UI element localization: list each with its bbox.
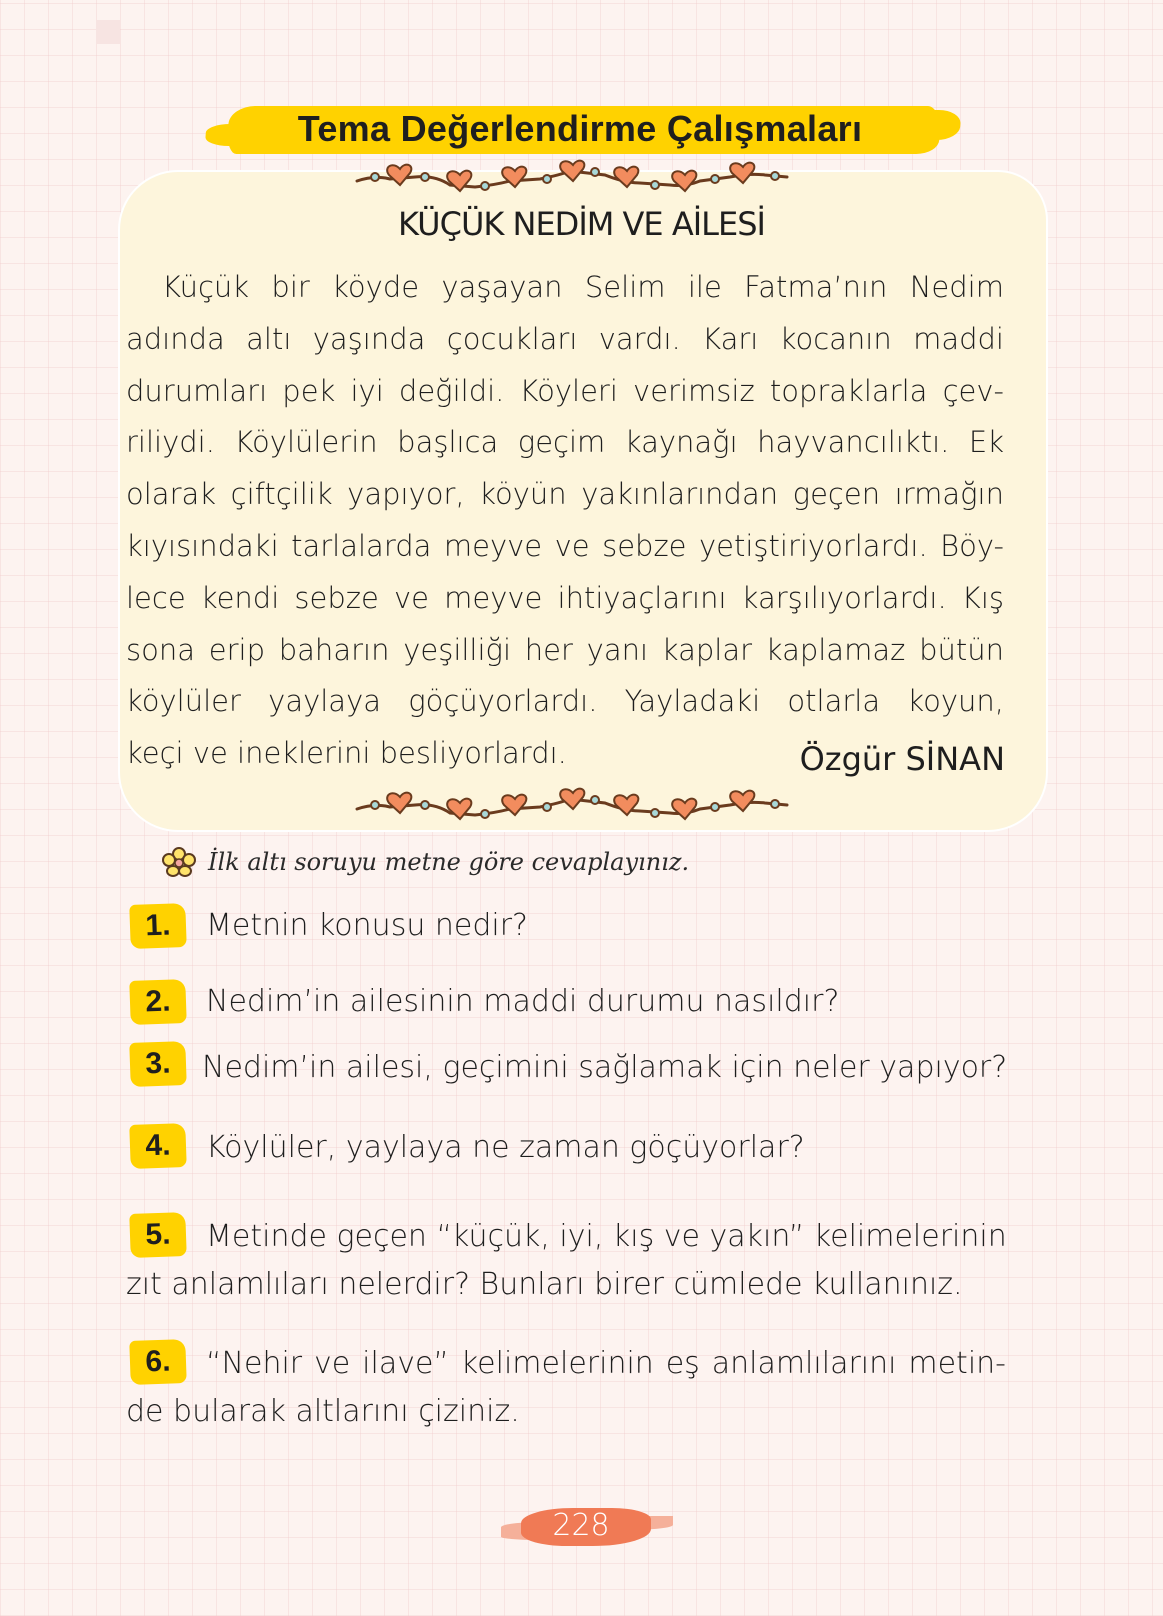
story-author: Özgür SİNAN [799,740,1005,778]
story-line: olarak çiftçilik yapıyor, köyün yakınlarından geçen ırmağın [126,477,1004,512]
question-2 [126,978,1006,1028]
question-text-line: zıt anlamlıları nelerdir? Bunları birer cümlede kullanınız. [126,1267,963,1302]
page-number: 228 [552,1508,610,1543]
question-text-line: Metinde geçen “küçük, iyi, kış ve yakın” kelimelerinin [206,1219,1007,1254]
section-title: Tema Değerlendirme Çalışmaları [297,108,863,149]
question-4 [126,1124,1006,1174]
question-number: 3. [129,1041,187,1087]
question-number: 2. [129,979,187,1025]
flower-icon [162,847,196,877]
instruction-text: İlk altı soruyu metne göre cevaplayınız. [208,848,690,876]
story-line: sona erip baharın yeşilliği her yanı kaplar kaplamaz bütün [126,632,1004,667]
question-text: Köylüler, yaylaya ne zaman göçüyorlar? [206,1130,805,1165]
section-title-banner [210,100,950,160]
question-text: Nedim’in ailesinin maddi durumu nasıldır? [206,984,840,1019]
instruction [162,845,689,879]
question-number: 5. [129,1212,187,1258]
story-line: adında altı yaşında çocukları vardı. Karı kocanın maddi [126,321,1004,356]
question-text [126,1213,1006,1309]
question-number: 1. [129,903,187,949]
story-line: riliydi. Köylülerin başlıca geçim kaynağı hayvancılıktı. Ek [126,425,1004,460]
question-text [126,1340,1006,1436]
story-line: köylüler yaylaya göçüyorlardı. Yayladaki otlarla koyun, [126,684,1004,719]
story-line: durumları pek iyi değildi. Köyleri verimsiz topraklarla çev- [126,373,1004,408]
question-text: Metnin konusu nedir? [206,908,528,943]
question-6 [126,1340,1006,1440]
heart-garland-icon [355,785,790,825]
story-title: KÜÇÜK NEDİM VE AİLESİ [398,205,765,243]
heart-garland-icon [355,157,790,197]
story-line: keçi ve ineklerini besliyorlardı. [126,736,567,771]
question-5 [126,1213,1006,1313]
corner-decoration [96,20,120,44]
question-text: Nedim’in ailesi, geçimini sağlamak için neler yapıyor? [202,1050,1008,1085]
question-number: 6. [129,1339,187,1385]
question-text-line: de bularak altlarını çiziniz. [126,1394,520,1429]
question-1 [126,902,1006,952]
question-number: 4. [129,1123,187,1169]
story-body [126,262,1004,780]
story-line: Küçük bir köyde yaşayan Selim ile Fatma’nın Nedim [162,270,1004,304]
page-number-badge [476,1496,686,1556]
question-text-line: “Nehir ve ilave” kelimelerinin eş anlamlılarını metin- [206,1346,1006,1381]
story-line: kıyısındaki tarlalarda meyve ve sebze yetiştiriyorlardı. Böy- [126,528,1004,563]
story-line: lece kendi sebze ve meyve ihtiyaçlarını karşılıyorlardı. Kış [126,580,1004,615]
question-3 [126,1044,1006,1094]
